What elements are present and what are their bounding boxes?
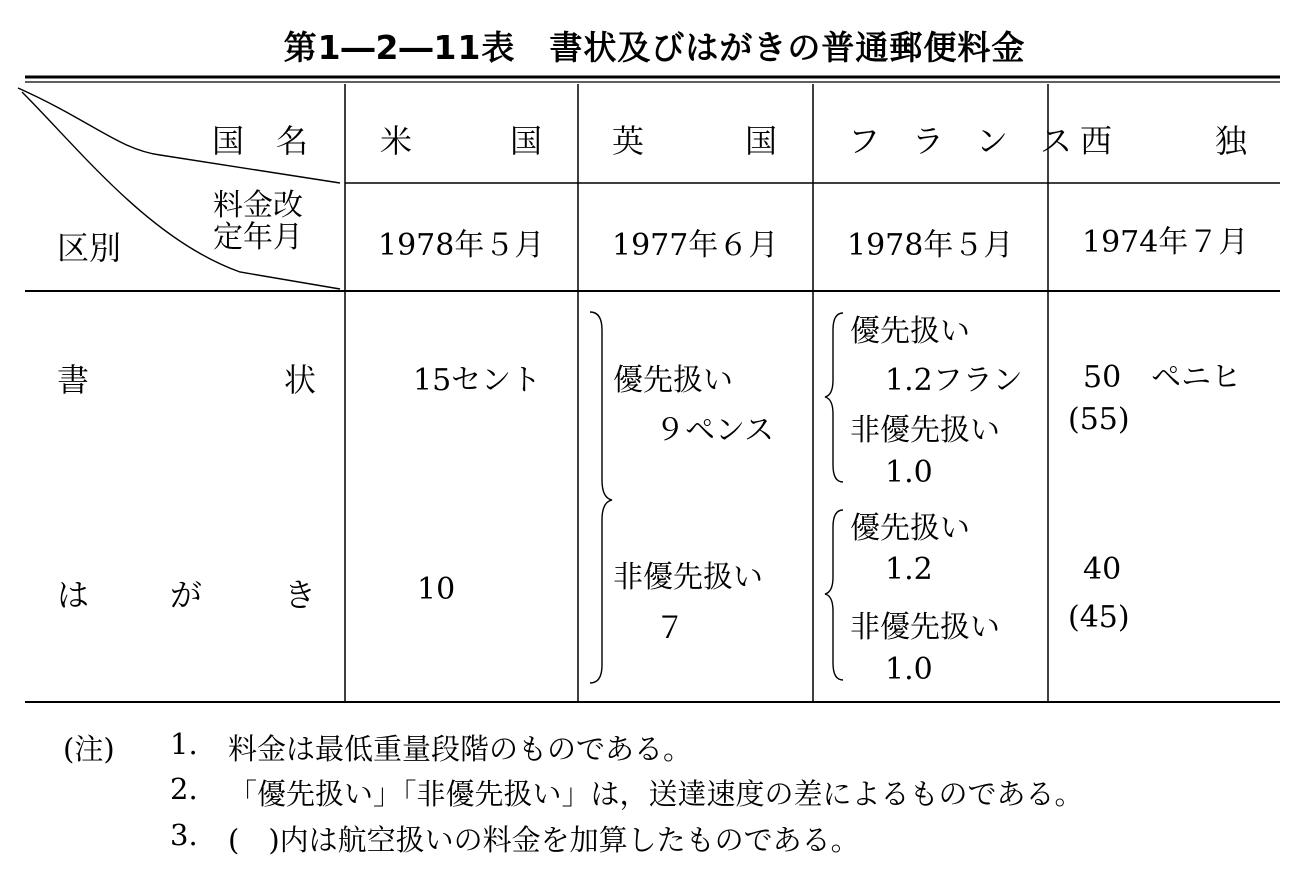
postcard-us-rate: 10 xyxy=(417,572,456,607)
header-category-label: 区別 xyxy=(57,229,122,267)
note-3-text: ( )内は航空扱いの料金を加算したものである。 xyxy=(228,823,860,857)
header-country-label: 国 名 xyxy=(212,122,309,160)
row-postcard-label-3: き xyxy=(284,576,317,614)
postcard-de-airmail-rate: (45) xyxy=(1068,600,1130,635)
header-date-label xyxy=(213,190,303,254)
country-us-left: 米 xyxy=(380,122,413,160)
date-uk: 1977年６月 xyxy=(612,228,779,263)
notes-prefix: (注) xyxy=(63,732,115,766)
date-france: 1978年５月 xyxy=(847,228,1014,263)
letter-uk-priority-label: 優先扱い xyxy=(613,363,733,398)
letter-de-rate: 50 ペニヒ xyxy=(1083,360,1242,395)
letter-fr-priority-label: 優先扱い xyxy=(850,314,970,349)
country-germany-left: 西 xyxy=(1080,122,1113,160)
letter-fr-nonpriority-rate: 1.0 xyxy=(885,455,933,490)
note-2-text: 「優先扱い」「非優先扱い」は，送達速度の差によるものである。 xyxy=(228,777,1084,811)
row-letter-label-left: 書 xyxy=(57,361,90,399)
postcard-de-rate: 40 xyxy=(1083,552,1122,587)
date-us: 1978年５月 xyxy=(378,228,545,263)
country-uk-left: 英 xyxy=(612,122,645,160)
date-germany: 1974年７月 xyxy=(1082,225,1249,260)
row-postcard-label-2: が xyxy=(170,576,203,614)
note-1-text: 料金は最低重量段階のものである。 xyxy=(228,732,693,766)
note-3-number: 3. xyxy=(170,818,198,852)
table-title: 第1―2―11表 書状及びはがきの普通郵便料金 xyxy=(283,28,1026,67)
note-2-number: 2. xyxy=(170,772,198,806)
row-letter-label-right: 状 xyxy=(284,361,317,399)
letter-de-airmail-rate: (55) xyxy=(1068,402,1130,437)
header-date-label-line1: 料金改 xyxy=(213,188,303,223)
country-germany-right: 独 xyxy=(1215,122,1248,160)
country-us-right: 国 xyxy=(510,122,543,160)
note-1-number: 1. xyxy=(170,727,198,761)
fr-brace-letter xyxy=(825,313,843,482)
uk-brace xyxy=(590,312,612,683)
letter-uk-priority-rate: ９ペンス xyxy=(655,413,775,448)
postcard-uk-nonpriority-rate: ７ xyxy=(655,611,685,646)
postcard-fr-nonpriority-rate: 1.0 xyxy=(885,652,933,687)
country-france: フ ラ ン ス xyxy=(848,122,1073,160)
fr-brace-postcard xyxy=(825,510,843,680)
row-postcard-label-1: は xyxy=(57,576,90,614)
letter-fr-nonpriority-label: 非優先扱い xyxy=(850,413,1000,448)
postcard-fr-priority-rate: 1.2 xyxy=(885,552,933,587)
header-date-label-line2: 定年月 xyxy=(213,220,303,255)
postcard-uk-nonpriority-label: 非優先扱い xyxy=(613,560,763,595)
postcard-fr-priority-label: 優先扱い xyxy=(850,511,970,546)
postcard-fr-nonpriority-label: 非優先扱い xyxy=(850,610,1000,645)
country-uk-right: 国 xyxy=(745,122,778,160)
letter-us-rate: 15セント xyxy=(413,363,542,398)
letter-fr-priority-rate: 1.2フラン xyxy=(885,363,1023,398)
